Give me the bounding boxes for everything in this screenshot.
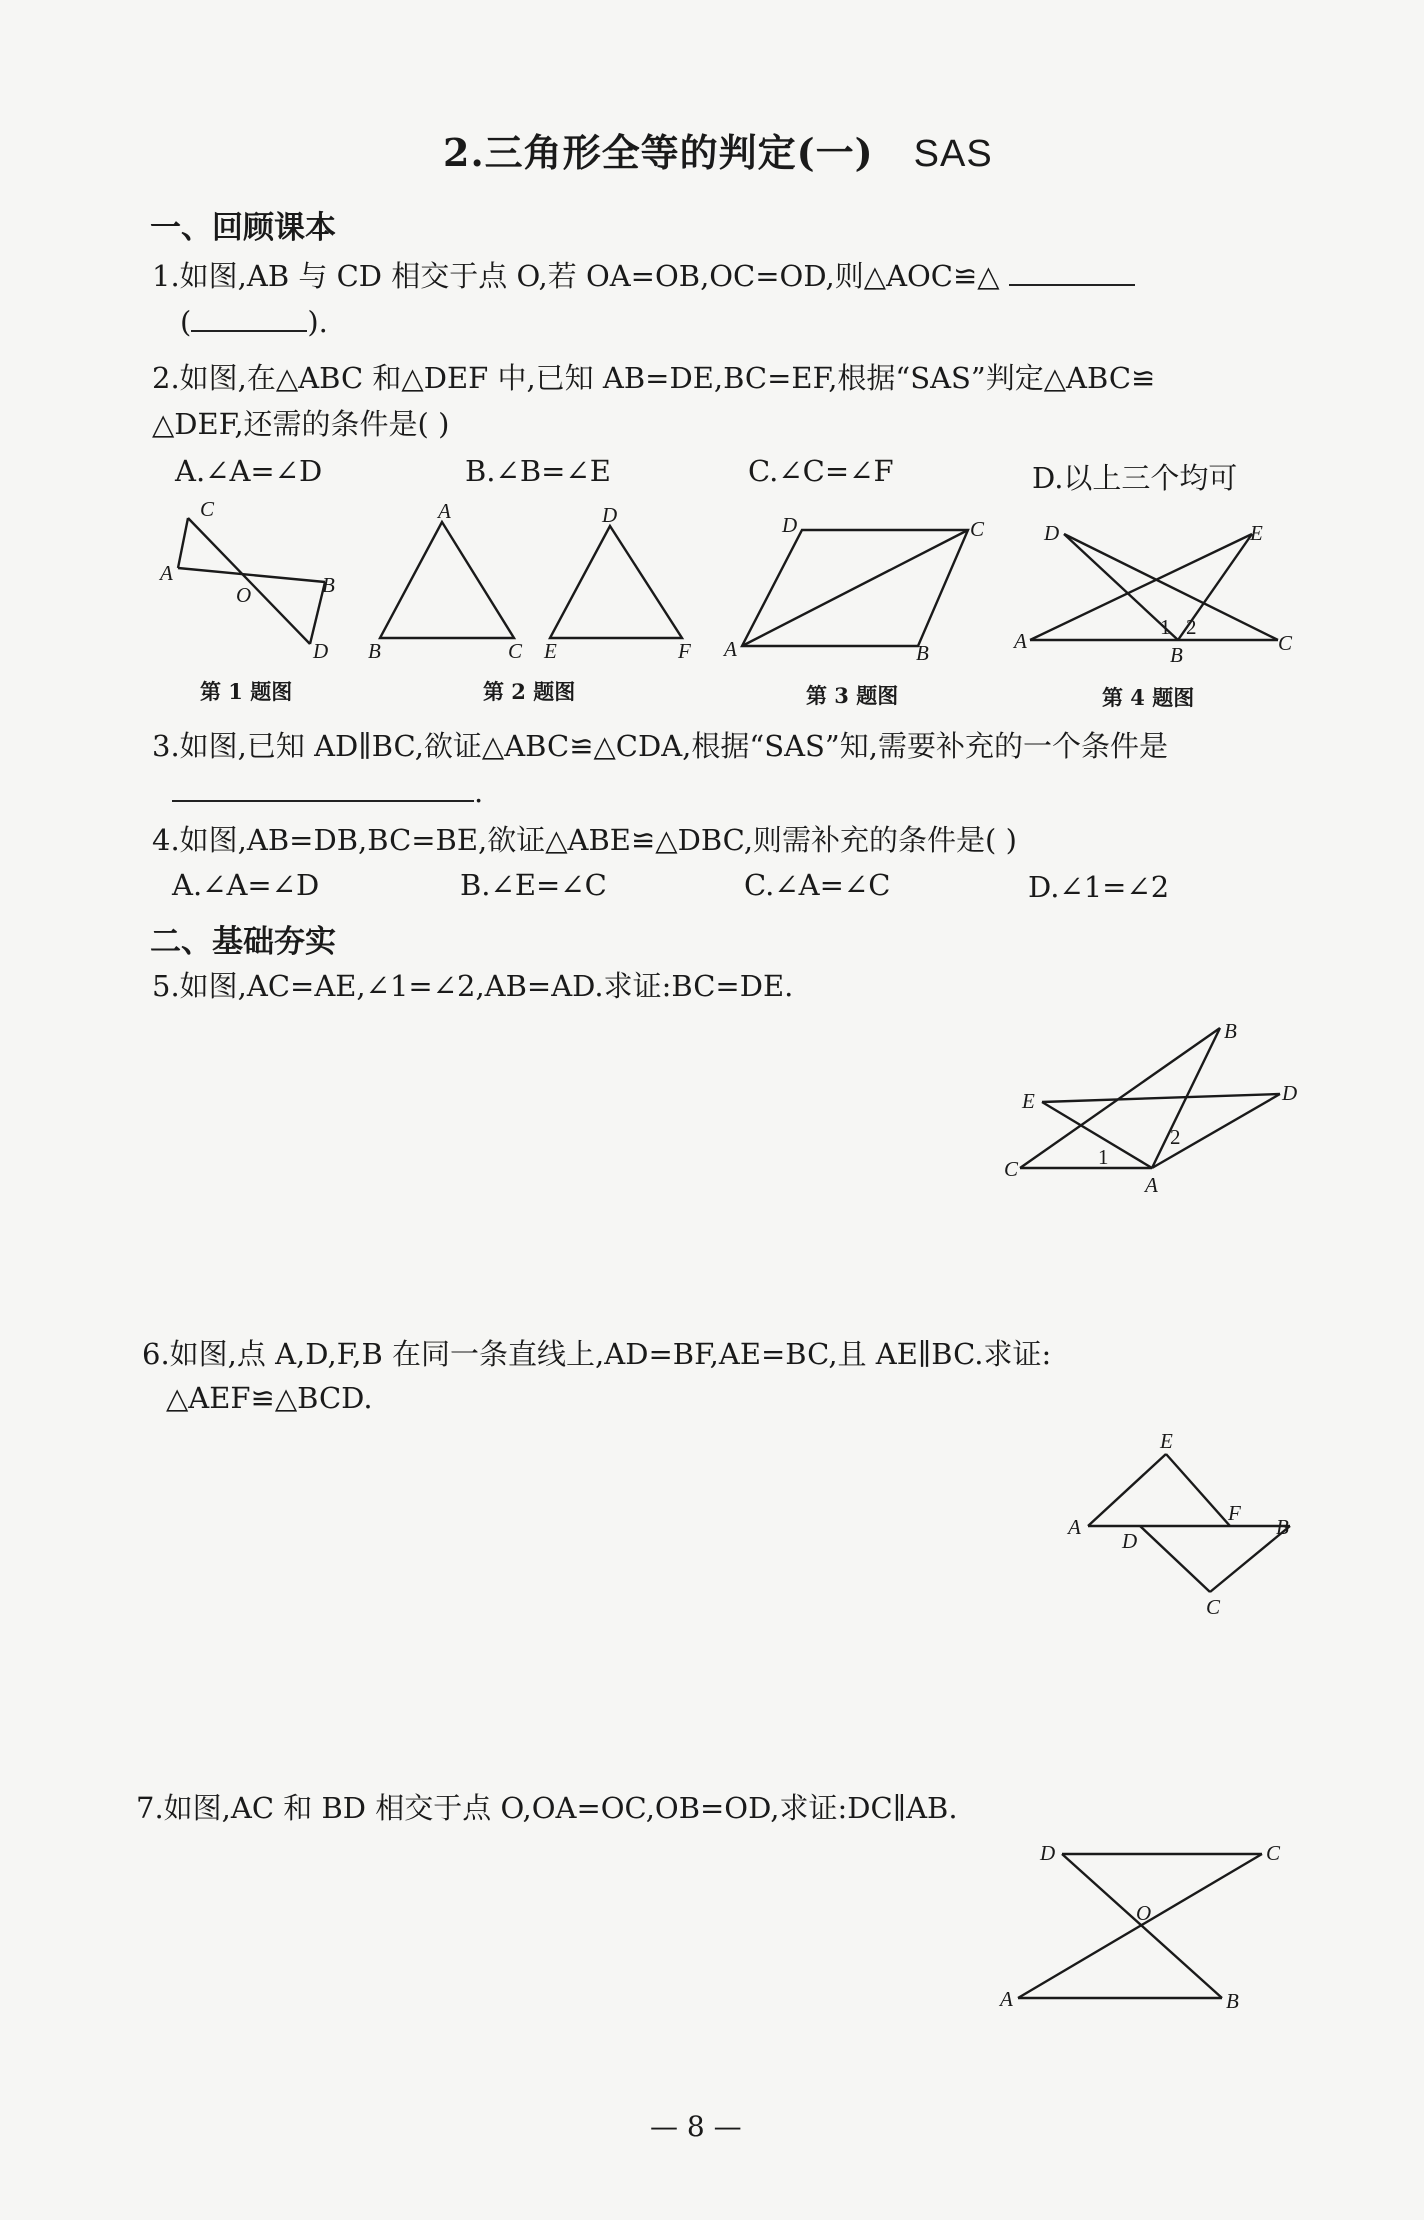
fig3-label-d: D: [782, 513, 798, 537]
fig4-label-a: A: [1014, 629, 1027, 653]
fig4-label-2: 2: [1186, 615, 1197, 639]
fig7-segment-ca: [1018, 1854, 1262, 1998]
fig5-label-e: E: [1022, 1089, 1035, 1113]
fig3-label-c: C: [970, 517, 985, 541]
figure-4: [1012, 521, 1293, 667]
fig1-segment-ab: [178, 568, 325, 582]
question-5-text: 5.如图,AC=AE,∠1=∠2,AB=AD.求证:BC=DE.: [152, 969, 794, 1003]
title-sub: SAS: [913, 133, 993, 175]
section-basic-heading: 二、基础夯实: [150, 924, 336, 960]
fig2-label-f: F: [678, 639, 691, 663]
fig3-label-b: B: [916, 641, 929, 665]
question-1-paren-open: (: [180, 305, 192, 339]
fig3-label-a: A: [724, 637, 737, 661]
fig6-label-f: F: [1228, 1501, 1241, 1525]
question-2-option-b[interactable]: B.∠B=∠E: [465, 454, 611, 488]
title-main: 2.三角形全等的判定(一): [443, 130, 874, 175]
fig3-diagonal-ac: [742, 530, 968, 646]
question-2-option-a[interactable]: A.∠A=∠D: [175, 454, 323, 488]
question-3-blank[interactable]: [172, 770, 474, 802]
fig7-label-o: O: [1136, 1901, 1152, 1925]
fig7-label-a: A: [1000, 1987, 1013, 2011]
fig1-label-d: D: [313, 639, 329, 663]
figure-1-caption: 第 1 题图: [200, 679, 293, 704]
fig5-label-d: D: [1282, 1081, 1298, 1105]
fig1-label-b: B: [322, 573, 335, 597]
question-4-option-a[interactable]: A.∠A=∠D: [172, 868, 320, 902]
question-6-text-line2: △AEF≌△BCD.: [166, 1381, 373, 1415]
question-4-option-d[interactable]: D.∠1=∠2: [1028, 870, 1170, 904]
fig7-label-c: C: [1266, 1841, 1281, 1865]
fig7-label-b: B: [1226, 1989, 1239, 2013]
fig2-triangle-abc: [380, 522, 514, 638]
question-1-blank[interactable]: [1009, 254, 1135, 286]
figure-2-caption: 第 2 题图: [483, 679, 576, 704]
fig5-label-2: 2: [1170, 1125, 1181, 1149]
fig6-label-c: C: [1206, 1595, 1221, 1619]
fig5-segment-ed: [1042, 1094, 1280, 1102]
question-2-text-line2: △DEF,还需的条件是( ): [152, 407, 450, 441]
question-4-option-b[interactable]: B.∠E=∠C: [460, 868, 607, 902]
question-4-option-c[interactable]: C.∠A=∠C: [744, 868, 891, 902]
fig1-label-c: C: [200, 500, 215, 521]
fig6-segment-dc: [1140, 1526, 1210, 1592]
fig4-label-c: C: [1278, 631, 1293, 655]
question-6-text: 6.如图,点 A,D,F,B 在同一条直线上,AD=BF,AE=BC,且 AE∥BC.求证:: [142, 1337, 1052, 1371]
fig4-label-d: D: [1044, 521, 1060, 545]
fig1-segment-cd: [188, 518, 310, 644]
fig6-label-e: E: [1160, 1429, 1173, 1453]
fig4-label-1: 1: [1160, 615, 1171, 639]
fig2-label-e: E: [544, 639, 557, 663]
question-3-text: 3.如图,已知 AD∥BC,欲证△ABC≌△CDA,根据“SAS”知,需要补充的一个条件是: [152, 729, 1168, 763]
fig5-label-c: C: [1004, 1157, 1019, 1181]
question-1-text: 1.如图,AB 与 CD 相交于点 O,若 OA=OB,OC=OD,则△AOC≌△: [152, 259, 1000, 293]
figure-1: [158, 500, 335, 663]
figure-5: [1000, 1010, 1320, 1210]
fig5-label-a: A: [1145, 1173, 1158, 1197]
fig4-segment-dc: [1064, 534, 1278, 640]
fig5-label-b: B: [1224, 1019, 1237, 1043]
fig1-segment-ca: [178, 518, 188, 568]
page-number: — 8 —: [650, 2110, 742, 2143]
fig4-segment-ae: [1030, 534, 1252, 640]
question-2-text: 2.如图,在△ABC 和△DEF 中,已知 AB=DE,BC=EF,根据“SAS”判定△ABC≌: [152, 361, 1156, 395]
question-1-blank-2[interactable]: [191, 300, 307, 332]
fig6-segment-ef: [1166, 1454, 1230, 1526]
question-1-line2: [180, 300, 328, 344]
fig6-label-b: B: [1276, 1515, 1289, 1539]
fig1-label-o: O: [236, 583, 252, 607]
fig2-label-d: D: [602, 503, 618, 527]
question-2-option-d[interactable]: D.以上三个均可: [1032, 461, 1238, 495]
fig2-label-b: B: [368, 639, 381, 663]
fig7-label-d: D: [1040, 1841, 1056, 1865]
fig4-label-b: B: [1170, 643, 1183, 667]
question-4-text: 4.如图,AB=DB,BC=BE,欲证△ABE≌△DBC,则需补充的条件是( ): [152, 823, 1017, 857]
figures-row-1-4: [150, 500, 1300, 670]
figure-2: [368, 500, 691, 663]
figure-6: [1060, 1424, 1310, 1624]
question-3-line2: [172, 770, 483, 814]
question-1: [152, 254, 1135, 298]
question-2-option-c[interactable]: C.∠C=∠F: [748, 454, 894, 488]
question-7-text: 7.如图,AC 和 BD 相交于点 O,OA=OC,OB=OD,求证:DC∥AB.: [136, 1791, 958, 1825]
figure-3-caption: 第 3 题图: [806, 683, 899, 708]
fig2-label-c: C: [508, 639, 523, 663]
fig6-segment-ae: [1088, 1454, 1166, 1526]
fig6-label-a: A: [1068, 1515, 1081, 1539]
figure-3: [722, 513, 985, 665]
fig1-label-a: A: [160, 561, 173, 585]
figure-7: [990, 1830, 1310, 2030]
question-1-paren-close: ).: [307, 305, 328, 339]
fig2-triangle-def: [550, 526, 682, 638]
fig6-label-d: D: [1122, 1529, 1138, 1553]
fig2-label-a: A: [438, 500, 451, 523]
fig5-label-1: 1: [1098, 1145, 1109, 1169]
section-review-heading: 一、回顾课本: [150, 210, 336, 246]
figure-4-caption: 第 4 题图: [1102, 685, 1195, 710]
fig5-segment-ea: [1042, 1102, 1152, 1168]
fig4-label-e: E: [1250, 521, 1263, 545]
question-3-period: .: [474, 775, 484, 809]
page-title: [443, 122, 993, 177]
